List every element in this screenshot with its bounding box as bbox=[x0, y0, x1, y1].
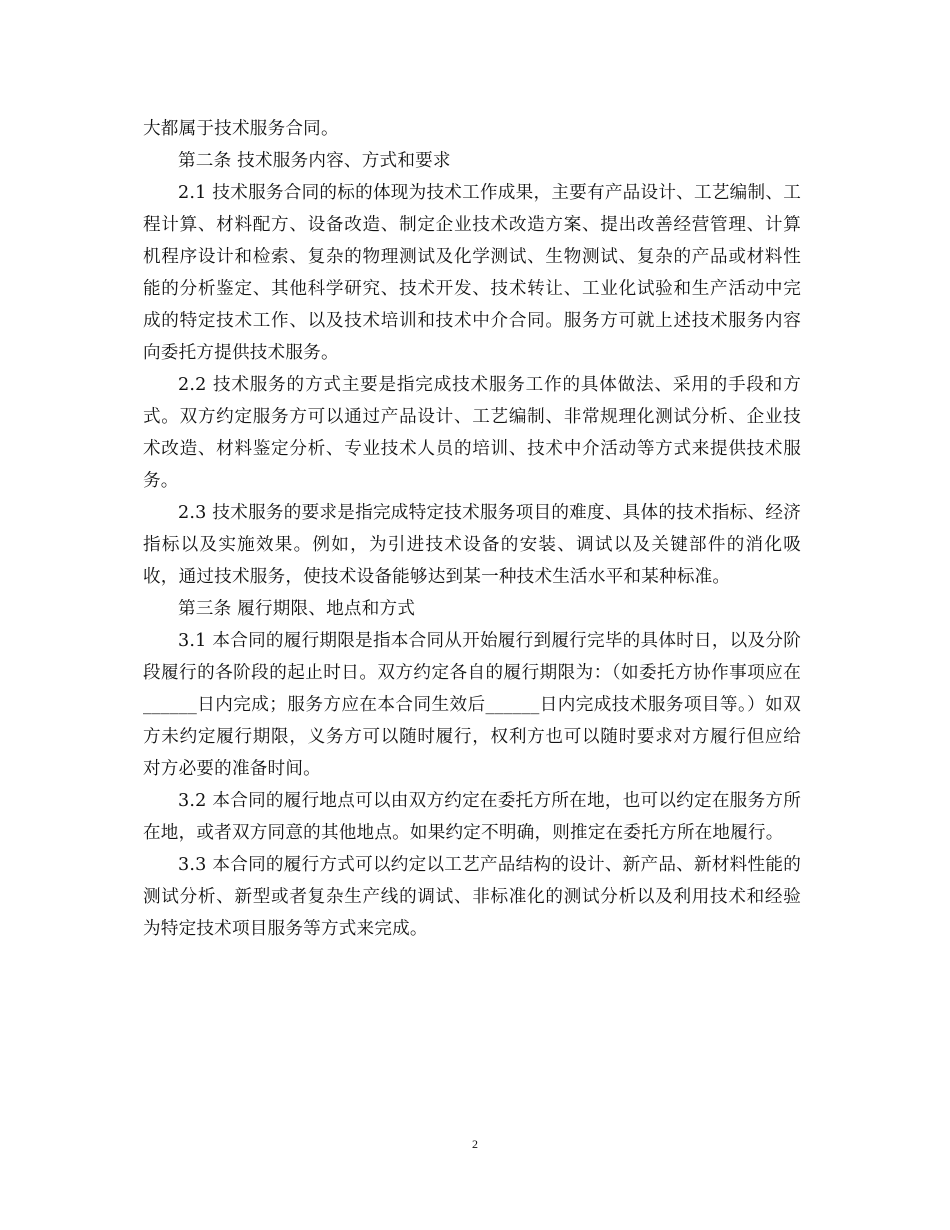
page-number: 2 bbox=[472, 1137, 478, 1151]
document-body bbox=[143, 113, 801, 945]
section-heading-article-3: 第三条 履行期限、地点和方式 bbox=[178, 599, 416, 619]
paragraph-2-1: 2.1 技术服务合同的标的体现为技术工作成果，主要有产品设计、工艺编制、工程计算、材料配方、设备改造、制定企业技术改造方案、提出改善经营管理、计算机程序设计和检索、复杂的物理测试及化学测试、生物测试、复杂的产品或材料性能的分析鉴定、其他科学研究、技术开发、技术转让、工业化试验和生产活动中完成的特定技术工作、以及技术培训和技术中介合同。服务方可就上述技术服务内容向委托方提供技术服务。 bbox=[143, 183, 801, 363]
section-heading-article-2: 第二条 技术服务内容、方式和要求 bbox=[178, 151, 451, 171]
paragraph-2-3: 2.3 技术服务的要求是指完成特定技术服务项目的难度、具体的技术指标、经济指标以及实施效果。例如，为引进技术设备的安装、调试以及关键部件的消化吸收，通过技术服务，使技术设备能够达到某一种技术生活水平和某种标准。 bbox=[143, 503, 801, 587]
paragraph-2-2: 2.2 技术服务的方式主要是指完成技术服务工作的具体做法、采用的手段和方式。双方约定服务方可以通过产品设计、工艺编制、非常规理化测试分析、企业技术改造、材料鉴定分析、专业技术人员的培训、技术中介活动等方式来提供技术服务。 bbox=[143, 375, 801, 491]
paragraph-3-3: 3.3 本合同的履行方式可以约定以工艺产品结构的设计、新产品、新材料性能的测试分析、新型或者复杂生产线的调试、非标准化的测试分析以及利用技术和经验为特定技术项目服务等方式来完成。 bbox=[143, 855, 801, 939]
paragraph-3-1: 3.1 本合同的履行期限是指本合同从开始履行到履行完毕的具体时日，以及分阶段履行的各阶段的起止时日。双方约定各自的履行期限为：（如委托方协作事项应在______日内完成；服务方应在本合同生效后______日内完成技术服务项目等。）如双方未约定履行期限，义务方可以随时履行，权利方也可以随时要求对方履行但应给对方必要的准备时间。 bbox=[143, 631, 801, 779]
paragraph-continuation: 大都属于技术服务合同。 bbox=[143, 119, 339, 139]
paragraph-3-2: 3.2 本合同的履行地点可以由双方约定在委托方所在地，也可以约定在服务方所在地，或者双方同意的其他地点。如果约定不明确，则推定在委托方所在地履行。 bbox=[143, 791, 801, 843]
